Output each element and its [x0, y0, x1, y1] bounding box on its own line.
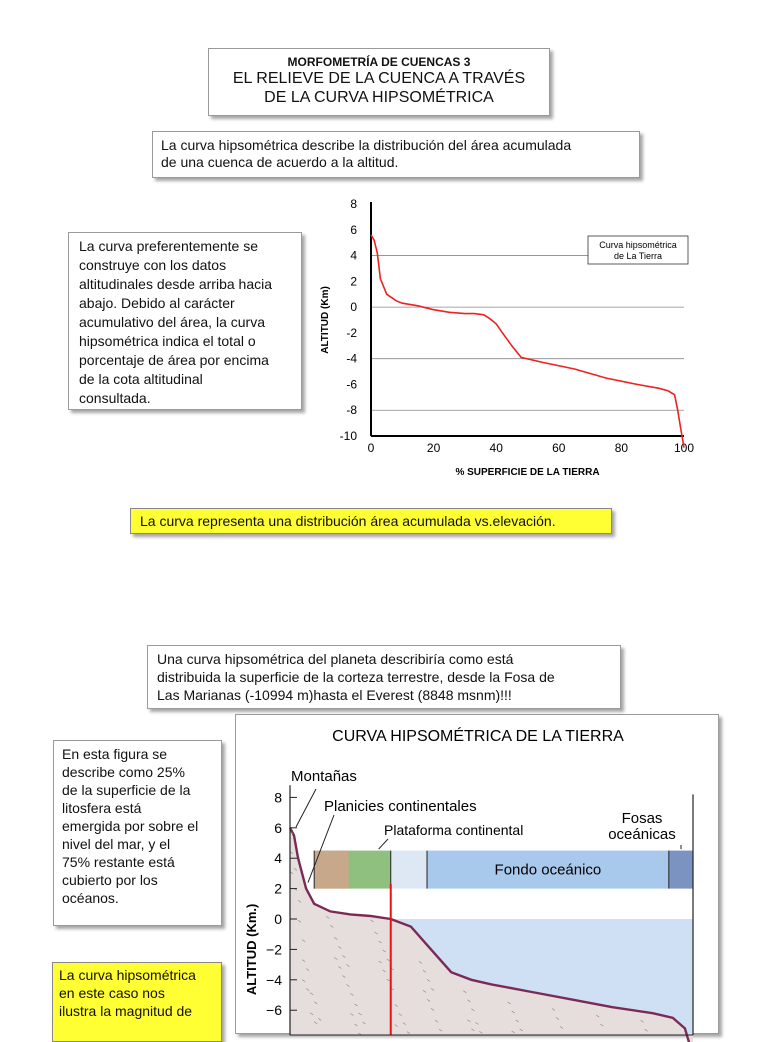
- page-title-line2: DE LA CURVA HIPSOMÉTRICA: [264, 89, 494, 106]
- note-line: describe como 25%: [62, 764, 185, 780]
- note-line: cubierto por los: [62, 872, 158, 888]
- note-line: porcentaje de área por encima: [79, 352, 269, 368]
- y-tick-label: 6: [274, 819, 282, 836]
- annotation-plains: Planicies continentales: [324, 798, 477, 815]
- legend-text: de La Tierra: [613, 251, 663, 261]
- x-tick-label: 40: [489, 441, 503, 455]
- planet-note-line: Una curva hipsométrica del planeta describiría como está: [157, 651, 514, 667]
- y-tick-label: -6: [346, 377, 357, 392]
- x-tick-label: 20: [426, 441, 441, 455]
- x-tick-label: 60: [552, 441, 566, 455]
- highlight-text: La curva representa una distribución área acumulada vs.elevación.: [140, 513, 556, 529]
- intro-line: de una cuenca de acuerdo a la altitud.: [161, 154, 399, 170]
- y-tick-label: -4: [346, 351, 357, 366]
- note-line: océanos.: [62, 890, 119, 906]
- y-tick-label: −2: [266, 941, 282, 958]
- note-line: de la superficie de la: [62, 782, 191, 798]
- note-line: En esta figura se: [62, 746, 168, 762]
- page-subtitle: MORFOMETRÍA DE CUENCAS 3: [287, 55, 471, 69]
- highlight-box-2: [52, 962, 222, 1042]
- annotation-arrow: [296, 789, 316, 827]
- y-tick-label: 6: [350, 222, 357, 237]
- note-box-construction: [68, 232, 302, 410]
- y-axis-label: ALTITUD (Km.): [244, 903, 259, 996]
- planet-note-line: Las Marianas (-10994 m)hasta el Everest (8848 msnm)!!!: [157, 687, 512, 703]
- highlight-line: La curva hipsométrica: [59, 967, 196, 983]
- figure-title: CURVA HIPSOMÉTRICA DE LA TIERRA: [332, 728, 624, 745]
- highlight-line: en este caso nos: [59, 985, 165, 1001]
- legend-text: Curva hipsométrica: [599, 240, 677, 250]
- y-tick-label: -2: [346, 325, 357, 340]
- note-line: litosfera está: [62, 800, 142, 816]
- band-continental-plains-dry: [314, 851, 348, 889]
- band-trenches: [669, 851, 693, 889]
- note-line: altitudinales desde arriba hacia: [79, 276, 273, 292]
- note-line: de la cota altitudinal: [79, 371, 203, 387]
- note-line: La curva preferentemente se: [79, 238, 258, 254]
- hypsometric-chart: [314, 192, 695, 484]
- planet-note-line: distribuida la superficie de la corteza terrestre, desde la Fosa de: [157, 669, 555, 685]
- annotation-arrow: [379, 839, 388, 849]
- earth-hypsometric-svg: [236, 715, 720, 1035]
- y-tick-label: -10: [339, 429, 357, 443]
- y-tick-label: 4: [274, 850, 282, 867]
- x-axis-label: % SUPERFICIE DE LA TIERRA: [455, 467, 600, 478]
- y-tick-label: 0: [350, 300, 357, 315]
- y-tick-label: −6: [266, 1002, 282, 1019]
- y-tick-label: 4: [350, 248, 357, 263]
- note-line: hipsométrica indica el total o: [79, 333, 256, 349]
- note-line: abajo. Debido al carácter: [79, 295, 235, 311]
- x-tick-label: 0: [367, 441, 375, 455]
- earth-hypsometric-figure: [235, 714, 719, 1034]
- intro-box: [152, 131, 640, 178]
- y-tick-label: −4: [266, 971, 282, 988]
- y-tick-label: 2: [350, 274, 357, 289]
- annotation-shelf: Plataforma continental: [384, 822, 524, 838]
- y-tick-label: 8: [274, 789, 282, 806]
- highlight-line: ilustra la magnitud de: [59, 1003, 193, 1019]
- x-tick-label: 100: [673, 441, 695, 455]
- y-tick-label: -8: [346, 403, 357, 418]
- y-tick-label: 8: [350, 197, 357, 211]
- note-line: nivel del mar, y el: [62, 836, 171, 852]
- note-line: 75% restante está: [62, 854, 175, 870]
- title-box: [208, 48, 550, 116]
- note-line: construye con los datos: [79, 257, 227, 273]
- highlight-box-1: [130, 508, 612, 534]
- hypsometric-chart-svg: [314, 192, 695, 484]
- y-axis-label: ALTITUD (Km): [320, 286, 331, 354]
- note-line: consultada.: [79, 390, 151, 406]
- annotation-trenches: Fosas: [621, 810, 663, 827]
- y-tick-label: 2: [274, 880, 282, 897]
- planet-note-box: [147, 645, 621, 709]
- annotation-ocean-floor: Fondo oceánico: [494, 861, 602, 879]
- note-line: emergida por sobre el: [62, 818, 199, 834]
- x-tick-label: 80: [614, 441, 629, 455]
- note-line: acumulativo del área, la curva: [79, 314, 265, 330]
- y-tick-label: 0: [274, 911, 282, 927]
- note-box-surface: [53, 740, 222, 926]
- page-title-line1: EL RELIEVE DE LA CUENCA A TRAVÉS: [232, 70, 526, 87]
- intro-line: La curva hipsométrica describe la distribución del área acumulada: [161, 137, 572, 153]
- annotation-mountains: Montañas: [291, 768, 357, 785]
- annotation-trenches: oceánicas: [608, 826, 676, 843]
- band-continental-shelf: [391, 851, 427, 889]
